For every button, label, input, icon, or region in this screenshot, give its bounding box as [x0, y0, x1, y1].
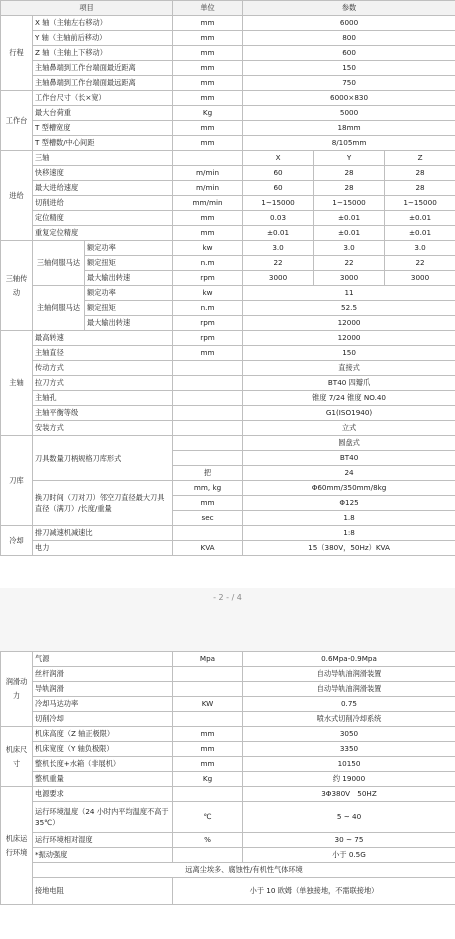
row-unit: mm/min — [173, 196, 243, 211]
row-name: 最大输出转速 — [85, 316, 173, 331]
row-value: 30 ~ 75 — [243, 833, 455, 848]
row-unit: rpm — [173, 331, 243, 346]
row-value: 10150 — [243, 757, 455, 772]
magazine-qty-unit: 把 — [173, 466, 243, 481]
spec-page-3 — [0, 651, 455, 939]
row-name: Y 轴（主轴前后移动） — [33, 31, 173, 46]
row-value: 3350 — [243, 742, 455, 757]
row-x: 0.03 — [243, 211, 314, 226]
row-value: 自动导轨油润滑装置 — [243, 667, 455, 682]
row-x: 22 — [243, 256, 314, 271]
row-unit — [173, 787, 243, 802]
row-value: 3050 — [243, 727, 455, 742]
row-name: 重复定位精度 — [33, 226, 173, 241]
row-y: 3000 — [314, 271, 385, 286]
row-name: 切削冷却 — [33, 712, 173, 727]
row-name: 运行环境相对湿度 — [33, 833, 173, 848]
row-unit: mm — [173, 496, 243, 511]
row-value: BT40 四瓣爪 — [243, 376, 455, 391]
row-value: 12000 — [243, 331, 455, 346]
row-unit — [173, 406, 243, 421]
row-unit — [173, 712, 243, 727]
row-name: Z 轴（主轴上下移动） — [33, 46, 173, 61]
header-item: 项目 — [1, 1, 173, 16]
servo-axis-label: 三轴伺服马达 — [33, 241, 85, 286]
row-value: 0.75 — [243, 697, 455, 712]
row-value: 52.5 — [243, 301, 455, 316]
row-value: 喷水式切削冷却系统 — [243, 712, 455, 727]
group-spindle: 主轴 — [1, 331, 33, 436]
row-x: 60 — [243, 166, 314, 181]
row-name: 主轴直径 — [33, 346, 173, 361]
magazine-qty: 24 — [243, 466, 455, 481]
row-unit: kw — [173, 286, 243, 301]
row-value: 立式 — [243, 421, 455, 436]
row-name: 丝杆润滑 — [33, 667, 173, 682]
row-unit: mm, kg — [173, 481, 243, 496]
page-number: - 2 - / 4 — [213, 593, 242, 602]
row-unit — [173, 682, 243, 697]
row-unit: mm — [173, 61, 243, 76]
row-unit — [173, 848, 243, 863]
row-name: 拉刀方式 — [33, 376, 173, 391]
row-unit: n.m — [173, 256, 243, 271]
row-unit: KW — [173, 697, 243, 712]
row-name: 额定扭矩 — [85, 301, 173, 316]
row-unit: kw — [173, 241, 243, 256]
row-value: 18mm — [243, 121, 455, 136]
row-unit: rpm — [173, 271, 243, 286]
row-name: 运行环境温度（24 小时内平均温度不高于 35℃） — [33, 802, 173, 833]
row-value: 1.8 — [243, 511, 455, 526]
row-z: 22 — [385, 256, 455, 271]
row-unit: m/min — [173, 166, 243, 181]
row-value: 11 — [243, 286, 455, 301]
row-value: 锥度 7/24 锥度 NO.40 — [243, 391, 455, 406]
row-z: 28 — [385, 166, 455, 181]
row-y: 3.0 — [314, 241, 385, 256]
row-name: 最大输出转速 — [85, 271, 173, 286]
row-name: 排刀减速机减速比 — [33, 526, 173, 541]
row-name: T 型槽数/中心间距 — [33, 136, 173, 151]
row-unit: m/min — [173, 181, 243, 196]
row-value: Φ125 — [243, 496, 455, 511]
magazine-spec: BT40 — [243, 451, 455, 466]
row-unit: mm — [173, 31, 243, 46]
header-param: 参数 — [243, 1, 455, 16]
row-name: 冷却马达功率 — [33, 697, 173, 712]
row-value: 0.6Mpa-0.9Mpa — [243, 652, 455, 667]
row-name: 主轴鼻端到工作台端面最远距离 — [33, 76, 173, 91]
row-value: 6000 — [243, 16, 455, 31]
env-note: 远离尘埃多、腐蚀性/有机性气体环境 — [33, 863, 455, 878]
magazine-label: 刀具数量刀柄规格刀库形式 — [33, 436, 173, 481]
row-z: 28 — [385, 181, 455, 196]
row-unit: Kg — [173, 772, 243, 787]
axes-label: 三轴 — [33, 151, 173, 166]
row-unit: mm — [173, 757, 243, 772]
row-value: 5 ~ 40 — [243, 802, 455, 833]
row-y: 1~15000 — [314, 196, 385, 211]
row-unit: mm — [173, 76, 243, 91]
group-tool: 刀库 — [1, 436, 33, 526]
row-unit — [173, 391, 243, 406]
row-value: 6000×830 — [243, 91, 455, 106]
row-unit: mm — [173, 46, 243, 61]
row-z: 3.0 — [385, 241, 455, 256]
row-unit: mm — [173, 211, 243, 226]
row-name: 额定扭矩 — [85, 256, 173, 271]
row-name: 最高转速 — [33, 331, 173, 346]
row-name: 气源 — [33, 652, 173, 667]
group-lube: 润滑动力 — [1, 652, 33, 727]
row-value: 15（380V，50Hz）KVA — [243, 541, 455, 556]
row-name: 快移速度 — [33, 166, 173, 181]
row-x: 3000 — [243, 271, 314, 286]
spec-table-part2 — [0, 651, 455, 905]
row-value: 12000 — [243, 316, 455, 331]
row-name: 额定功率 — [85, 286, 173, 301]
row-name: 整机长度+水箱（非展机） — [33, 757, 173, 772]
row-z: 1~15000 — [385, 196, 455, 211]
row-name: 导轨润滑 — [33, 682, 173, 697]
row-name: 安装方式 — [33, 421, 173, 436]
row-value: 750 — [243, 76, 455, 91]
row-name: 工作台尺寸（长×宽） — [33, 91, 173, 106]
axis-z-label: Z — [385, 151, 455, 166]
row-unit: n.m — [173, 301, 243, 316]
row-value: 直接式 — [243, 361, 455, 376]
row-unit: rpm — [173, 316, 243, 331]
tool-change-label: 换刀时间（刀对刀）邻空刀直径最大刀具直径（满刀）/长度/重量 — [33, 481, 173, 526]
row-x: 1~15000 — [243, 196, 314, 211]
group-feed: 进给 — [1, 151, 33, 241]
row-value: 150 — [243, 61, 455, 76]
row-unit: Kg — [173, 106, 243, 121]
row-value: 150 — [243, 346, 455, 361]
row-unit: mm — [173, 136, 243, 151]
row-z: ±0.01 — [385, 211, 455, 226]
row-unit — [173, 361, 243, 376]
group-drive: 三轴传动 — [1, 241, 33, 331]
row-name: 最大台荷重 — [33, 106, 173, 121]
row-name: 机床宽度（Y 轴负极限） — [33, 742, 173, 757]
row-name: 主轴孔 — [33, 391, 173, 406]
row-value: 1:8 — [243, 526, 455, 541]
row-value: 600 — [243, 46, 455, 61]
row-value: 5000 — [243, 106, 455, 121]
row-x: ±0.01 — [243, 226, 314, 241]
row-y: ±0.01 — [314, 211, 385, 226]
axis-x-label: X — [243, 151, 314, 166]
row-unit: mm — [173, 727, 243, 742]
row-unit — [173, 526, 243, 541]
ground-value: 小于 10 欧姆（单独接地，不需联接地） — [173, 878, 455, 905]
group-worktable: 工作台 — [1, 91, 33, 151]
row-name: 切削进给 — [33, 196, 173, 211]
row-y: 28 — [314, 181, 385, 196]
row-unit: mm — [173, 121, 243, 136]
ground-name: 接地电阻 — [33, 878, 173, 905]
row-unit: mm — [173, 91, 243, 106]
row-name: 传动方式 — [33, 361, 173, 376]
row-z: 3000 — [385, 271, 455, 286]
row-unit — [173, 667, 243, 682]
row-x: 3.0 — [243, 241, 314, 256]
servo-spindle-label: 主轴伺服马达 — [33, 286, 85, 331]
row-unit: ℃ — [173, 802, 243, 833]
group-cooling: 冷却 — [1, 526, 33, 556]
row-y: 22 — [314, 256, 385, 271]
row-name: 定位精度 — [33, 211, 173, 226]
row-unit: % — [173, 833, 243, 848]
group-env: 机床运行环境 — [1, 787, 33, 905]
row-name: 最大进给速度 — [33, 181, 173, 196]
axis-y-label: Y — [314, 151, 385, 166]
row-name: 额定功率 — [85, 241, 173, 256]
row-y: ±0.01 — [314, 226, 385, 241]
row-unit: sec — [173, 511, 243, 526]
row-name: 电源要求 — [33, 787, 173, 802]
row-unit — [173, 421, 243, 436]
row-value: G1(ISO1940) — [243, 406, 455, 421]
group-travel: 行程 — [1, 16, 33, 91]
row-unit: mm — [173, 742, 243, 757]
row-y: 28 — [314, 166, 385, 181]
row-name: 机床高度（Z 轴正极限） — [33, 727, 173, 742]
row-unit: mm — [173, 16, 243, 31]
row-value: 小于 0.5G — [243, 848, 455, 863]
row-value: 3Φ380V 50HZ — [243, 787, 455, 802]
row-value: 自动导轨油润滑装置 — [243, 682, 455, 697]
magazine-type: 圆盘式 — [243, 436, 455, 451]
row-name: 主轴平衡等级 — [33, 406, 173, 421]
row-unit: KVA — [173, 541, 243, 556]
row-value: 800 — [243, 31, 455, 46]
row-name: 电力 — [33, 541, 173, 556]
row-name: 主轴鼻端到工作台端面最近距离 — [33, 61, 173, 76]
row-x: 60 — [243, 181, 314, 196]
row-z: ±0.01 — [385, 226, 455, 241]
row-name: T 型槽宽度 — [33, 121, 173, 136]
row-value: 8/105mm — [243, 136, 455, 151]
row-name: *振动强度 — [33, 848, 173, 863]
row-unit — [173, 376, 243, 391]
row-name: X 轴（主轴左右移动） — [33, 16, 173, 31]
row-unit: Mpa — [173, 652, 243, 667]
row-value: 约 19000 — [243, 772, 455, 787]
row-unit: mm — [173, 226, 243, 241]
row-value: Φ60mm/350mm/8kg — [243, 481, 455, 496]
header-unit: 单位 — [173, 1, 243, 16]
group-dims: 机床尺寸 — [1, 727, 33, 787]
row-unit: mm — [173, 346, 243, 361]
row-name: 整机重量 — [33, 772, 173, 787]
